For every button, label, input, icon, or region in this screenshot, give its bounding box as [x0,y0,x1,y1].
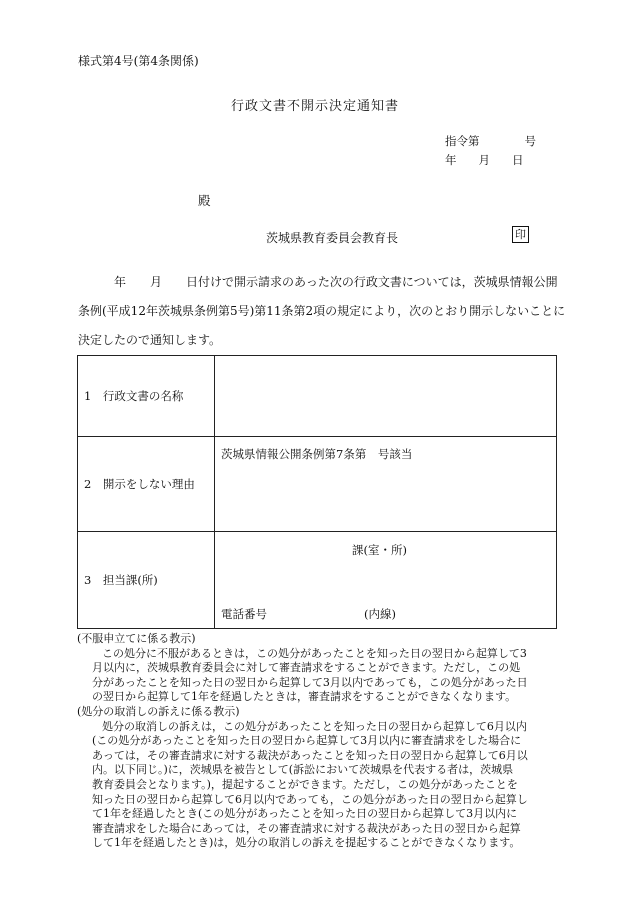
phone-label: 電話番号 [221,607,267,621]
value-reason: 茨城県情報公開条例第7条第 号該当 [221,447,413,461]
lawsuit-line: して1年を経過したとき)は，処分の取消しの訴えを提起することができなくなります。 [92,836,521,850]
ref-number-prefix: 指令第 [445,134,480,148]
document-title: 行政文書不開示決定通知書 [230,99,399,114]
lawsuit-paragraph [78,720,558,851]
lawsuit-line: あっては，その審査請求に対する裁決があったことを知った日の翌日から起算して6月以 [92,748,528,762]
seal-stamp: 印 [512,226,529,243]
table-row-document-name [78,356,557,437]
lawsuit-line: 処分の取消しの訴えは，この処分があったことを知った日の翌日から起算して6月以内 [102,719,527,733]
table-row-department [78,532,557,629]
ref-year: 年 [445,153,457,167]
notification-body [78,268,566,355]
body-line: 条例(平成12年茨城県条例第5号)第11条第2項の規定により，次のとおり開示しないことに [78,304,566,318]
table-row-reason [78,437,557,532]
department-section: 課(室・所) [352,543,407,557]
extension-label: (内線) [364,607,396,621]
appeal-heading: (不服申立てに係る教示) [77,632,196,645]
lawsuit-line: て1年を経過したとき(この処分があったことを知った日の翌日から起算して3月以内に [92,807,518,821]
recipient: 殿 [198,193,211,208]
notes-section [78,632,558,851]
lawsuit-line: 審査請求をした場合にあっては，その審査請求に対する裁決があった日の翌日から起算 [92,821,521,835]
body-line: 決定したので通知します。 [78,333,222,347]
form-number: 様式第4号(第4条関係) [78,54,199,68]
lawsuit-line: 知った日の翌日から起算して6月以内であっても，この処分があった日の翌日から起算し [92,792,528,806]
appeal-line: 分があったことを知った日の翌日から起算して3月以内であっても，この処分があった日 [92,675,528,689]
label-document-name: 1 行政文書の名称 [78,356,215,437]
sender: 茨城県教育委員会教育長 [266,231,399,245]
lawsuit-line: 教育委員会となります。)，提起することができます。ただし，この処分があったことを [92,777,518,791]
ref-month: 月 [478,153,490,167]
reference-number [445,133,536,149]
reference-date [445,152,524,168]
ref-day: 日 [512,153,524,167]
lawsuit-line: 内。以下同じ。)に，茨城県を被告として(訴訟において茨城県を代表する者は，茨城県 [92,763,514,777]
appeal-line: この処分に不服があるときは，この処分があったことを知った日の翌日から起算して3 [102,646,527,660]
label-department: 3 担当課(所) [78,532,215,629]
label-reason: 2 開示をしない理由 [78,437,215,532]
appeal-paragraph [78,647,558,705]
value-department-cell [215,532,557,629]
ref-number-suffix: 号 [524,134,536,148]
body-line: 年 月 日付けで開示請求のあった次の行政文書については，茨城県情報公開 [78,275,558,289]
details-table [77,355,557,629]
appeal-line: の翌日から起算して1年を経過したときは，審査請求をすることができなくなります。 [92,690,517,704]
lawsuit-line: (この処分があったことを知った日の翌日から起算して3月以内に審査請求をした場合に [92,734,522,748]
lawsuit-heading: (処分の取消しの訴えに係る教示) [77,704,240,718]
appeal-line: 月以内に，茨城県教育委員会に対して審査請求をすることができます。ただし，この処 [92,661,521,675]
value-reason-cell [215,437,557,532]
value-document-name [215,356,557,437]
